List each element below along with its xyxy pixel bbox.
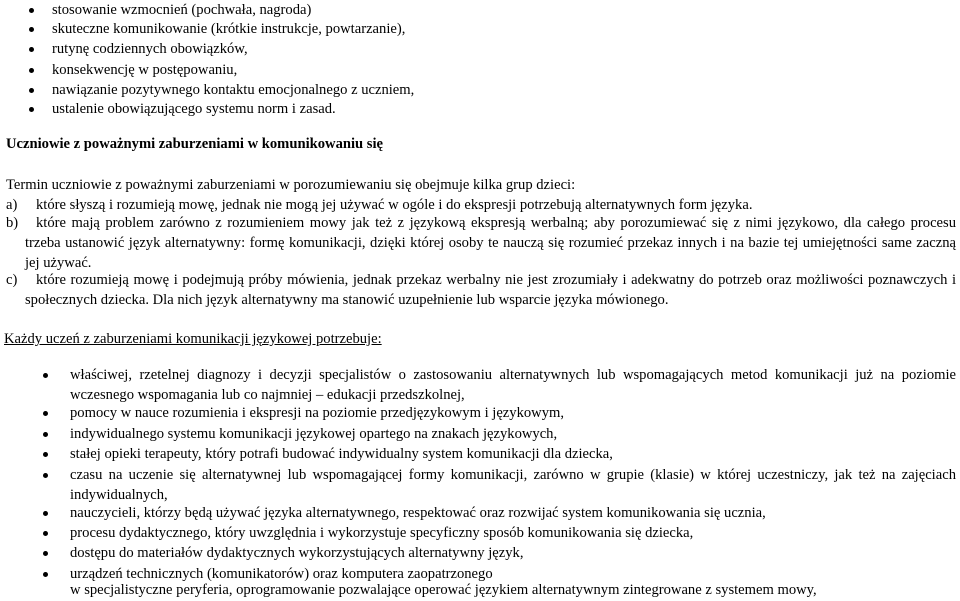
- needs-heading: Każdy uczeń z zaburzeniami komunikacji językowej potrzebuje:: [4, 331, 382, 347]
- bullet-icon: [29, 68, 34, 73]
- bullet-icon: [43, 511, 48, 516]
- bullet-icon: [43, 572, 48, 577]
- bullet-icon: [43, 551, 48, 556]
- group-label: b): [6, 215, 19, 231]
- bullet-icon: [43, 531, 48, 536]
- group-text: które mają problem zarówno z rozumieniem mowy jak też z językową ekspresją werbalną; aby porozumiewać się z nimi językowo, dla całego procesu trzeba ustanowić język alternatywny: formę komunikacji, dzięki której osoby te nauczą się rozumieć przekaz innych i na bazie tej umiejętności same zaczną jej używać.: [25, 215, 956, 271]
- bullet-icon: [29, 27, 34, 32]
- intro-paragraph: Termin uczniowie z poważnymi zaburzeniami w porozumiewaniu się obejmuje kilka grup dzieci:: [6, 177, 576, 193]
- bullet-icon: [43, 373, 48, 378]
- group-label: a): [6, 197, 18, 213]
- group-text: które rozumieją mowę i podejmują próby mówienia, jednak przekaz werbalny nie jest zrozumiały i adekwatny do potrzeb oraz możliwości poznawczych i społecznych dziecka. Dla nich język alternatywny ma stanowić uzupełnienie lub wsparcie języka mówionego.: [25, 272, 956, 308]
- group-label: c): [6, 272, 18, 288]
- group-text: które słyszą i rozumieją mowę, jednak nie mogą jej używać w ogóle i do ekspresji potrzebują alternatywnych form języka.: [36, 197, 753, 213]
- group-item-b: [6, 213, 956, 273]
- bullet-icon: [29, 107, 34, 112]
- bullet-icon: [29, 88, 34, 93]
- bullet-icon: [29, 8, 34, 13]
- bullet-icon: [43, 473, 48, 478]
- group-item-c: [6, 270, 956, 310]
- bullet-icon: [43, 452, 48, 457]
- bullet-icon: [29, 47, 34, 52]
- bullet-icon: [43, 411, 48, 416]
- bullet-icon: [43, 432, 48, 437]
- section-heading: Uczniowie z poważnymi zaburzeniami w komunikowaniu się: [6, 136, 384, 152]
- group-item-a: [6, 195, 956, 215]
